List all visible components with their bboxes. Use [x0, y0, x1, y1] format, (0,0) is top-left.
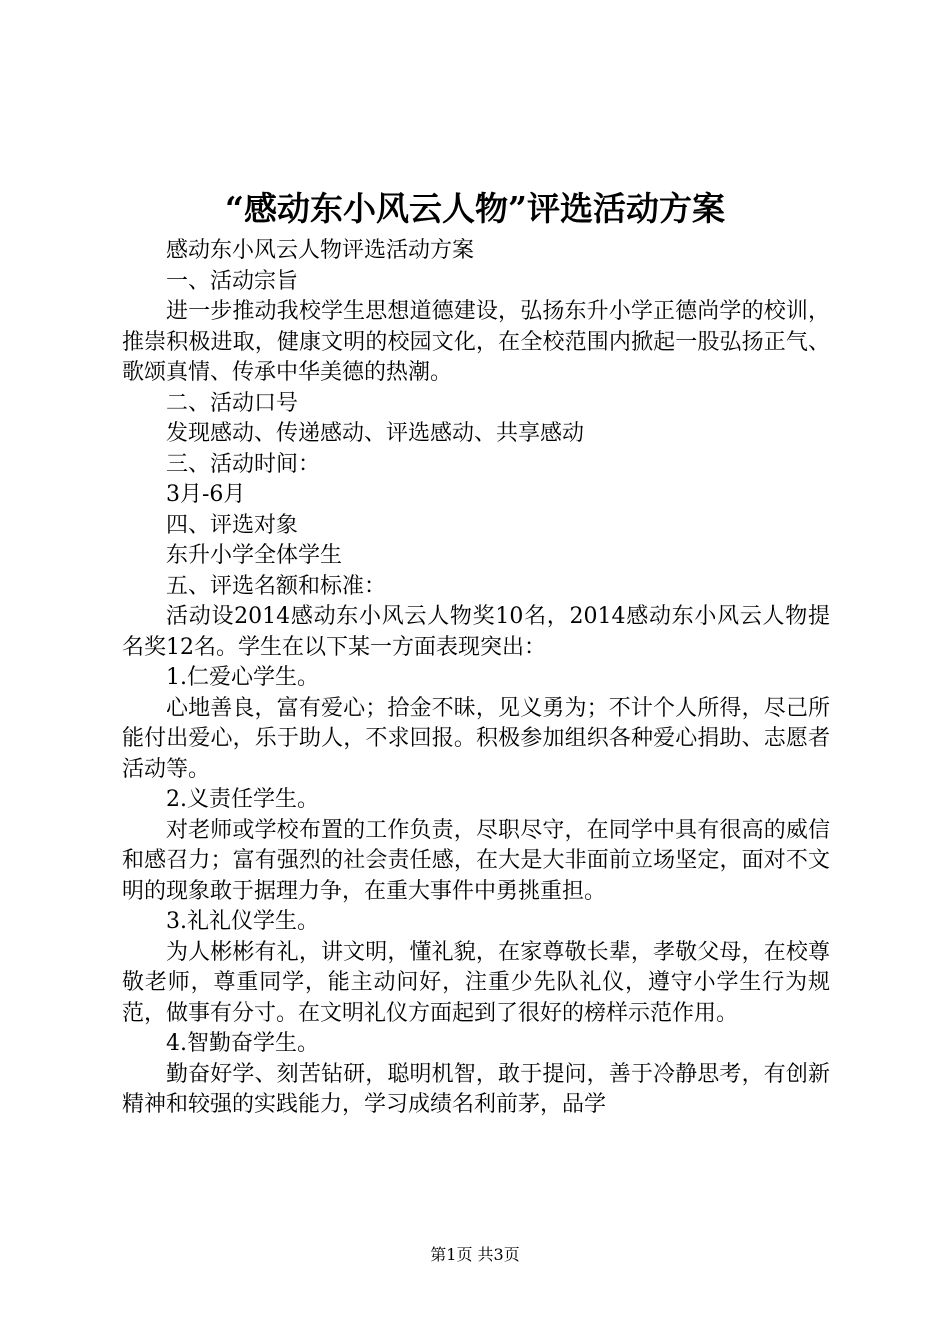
- document-body: [122, 236, 830, 1121]
- list-item-heading: 4.智勤奋学生。: [166, 1031, 319, 1056]
- paragraph: 心地善良，富有爱心；拾金不昧，见义勇为；不计个人所得，尽己所能付出爱心，乐于助人，不求回报。积极参加组织各种爱心捐助、志愿者活动等。: [122, 695, 830, 782]
- paragraph: 东升小学全体学生: [166, 543, 343, 568]
- paragraph: 勤奋好学、刻苦钻研，聪明机智，敢于提问，善于冷静思考，有创新精神和较强的实践能力，学习成绩名利前茅，品学: [122, 1061, 830, 1117]
- section-heading: 四、评选对象: [166, 512, 299, 538]
- section-heading: 二、活动口号: [166, 390, 299, 416]
- section-heading: 一、活动宗旨: [166, 268, 299, 294]
- section-heading: 五、评选名额和标准：: [166, 573, 387, 599]
- document-title: “感动东小风云人物”评选活动方案: [225, 189, 725, 228]
- paragraph: 为人彬彬有礼，讲文明，懂礼貌，在家尊敬长辈，孝敬父母，在校尊敬老师，尊重同学，能主动问好，注重少先队礼仪，遵守小学生行为规范，做事有分寸。在文明礼仪方面起到了很好的榜样示范作用。: [122, 939, 830, 1026]
- list-item-heading: 1.仁爱心学生。: [166, 665, 319, 690]
- paragraph: 活动设2014感动东小风云人物奖10名，2014感动东小风云人物提名奖12名。学生在以下某一方面表现突出：: [122, 604, 830, 660]
- paragraph: 对老师或学校布置的工作负责，尽职尽守，在同学中具有很高的威信和感召力；富有强烈的社会责任感，在大是大非面前立场坚定，面对不文明的现象敢于据理力争，在重大事件中勇挑重担。: [122, 817, 830, 904]
- paragraph: 发现感动、传递感动、评选感动、共享感动: [166, 421, 585, 446]
- paragraph: 感动东小风云人物评选活动方案: [166, 238, 475, 263]
- section-heading: 三、活动时间：: [166, 451, 321, 477]
- paragraph: 3月-6月: [166, 482, 246, 507]
- list-item-heading: 3.礼礼仪学生。: [166, 909, 319, 934]
- page-number-footer: 第1页 共3页: [430, 1245, 520, 1264]
- paragraph: 进一步推动我校学生思想道德建设，弘扬东升小学正德尚学的校训，推崇积极进取，健康文明的校园文化，在全校范围内掀起一股弘扬正气、歌颂真情、传承中华美德的热潮。: [122, 299, 830, 385]
- list-item-heading: 2.义责任学生。: [166, 787, 319, 812]
